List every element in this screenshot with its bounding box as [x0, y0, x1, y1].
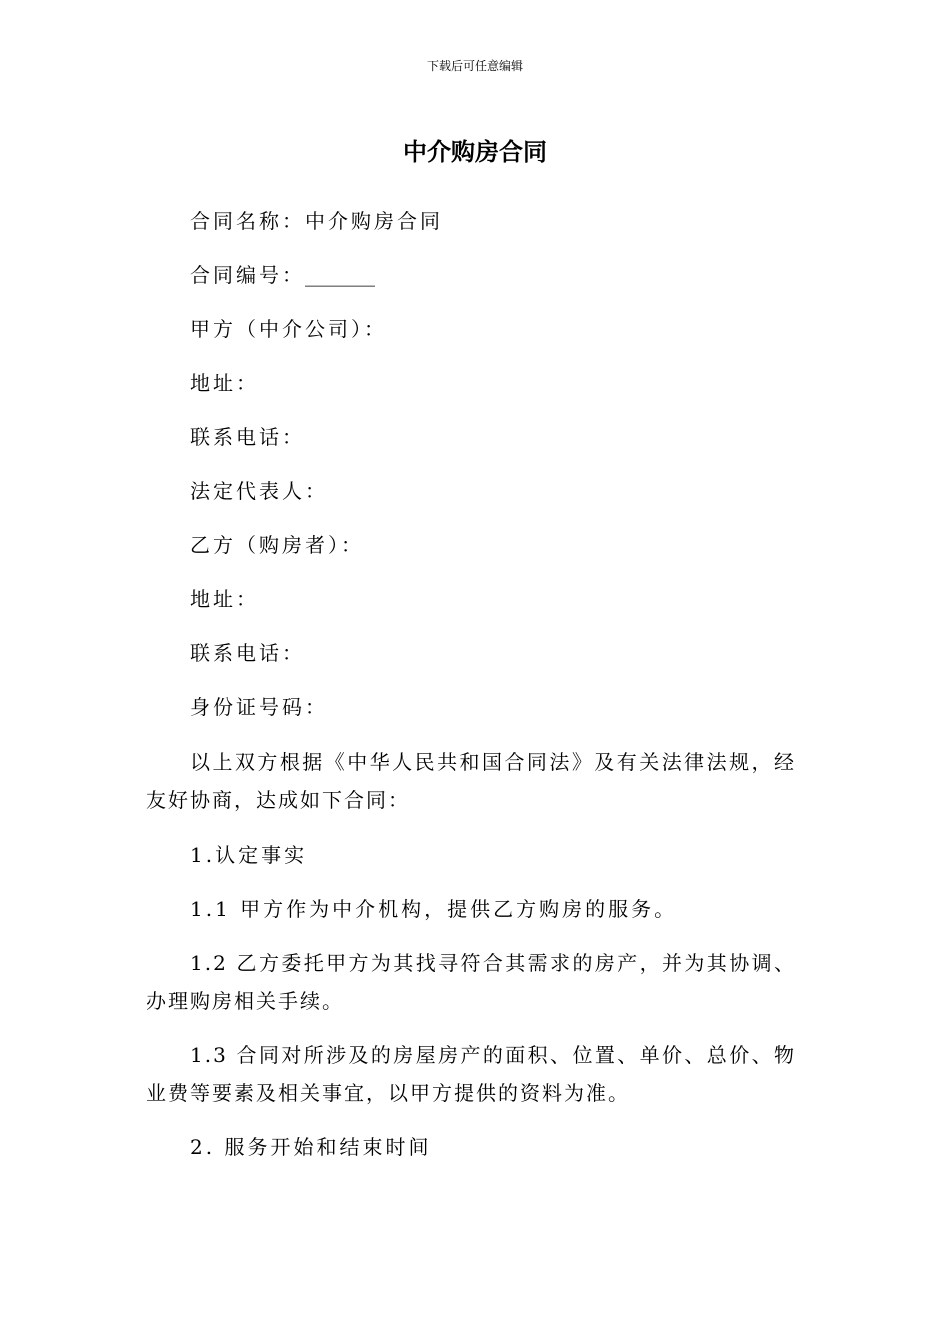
field-party-a-address: 地址： — [190, 371, 259, 395]
field-party-a-phone: 联系电话： — [190, 425, 305, 449]
clause-1-2: 1.2 乙方委托甲方为其找寻符合其需求的房产，并为其协调、办理购房相关手续。 — [146, 951, 796, 1013]
field-contract-number — [190, 261, 375, 289]
download-note: 下载后可任意编辑 — [426, 59, 523, 73]
field-party-b-address: 地址： — [190, 587, 259, 611]
field-party-b-phone: 联系电话： — [190, 641, 305, 665]
field-contract-name: 合同名称：中介购房合同 — [190, 209, 443, 233]
preamble-paragraph: 以上双方根据《中华人民共和国合同法》及有关法律法规，经友好协商，达成如下合同： — [146, 750, 796, 812]
contract-title: 中介购房合同 — [403, 138, 547, 166]
clause-1-3: 1.3 合同对所涉及的房屋房产的面积、位置、单价、总价、物业费等要素及相关事宜，以甲方提供的资料为准。 — [146, 1043, 796, 1105]
field-party-b-id: 身份证号码： — [190, 695, 328, 719]
field-party-b: 乙方（购房者）： — [190, 533, 364, 557]
section-heading-1: 1.认定事实 — [190, 843, 308, 867]
contract-number-blank: _______ — [305, 263, 375, 287]
field-party-a-representative: 法定代表人： — [190, 479, 328, 503]
field-party-a: 甲方（中介公司）： — [190, 317, 387, 341]
clause-1-1: 1.1 甲方作为中介机构，提供乙方购房的服务。 — [190, 897, 678, 921]
contract-number-label: 合同编号： — [190, 263, 305, 287]
section-heading-2: 2. 服务开始和结束时间 — [190, 1135, 432, 1159]
